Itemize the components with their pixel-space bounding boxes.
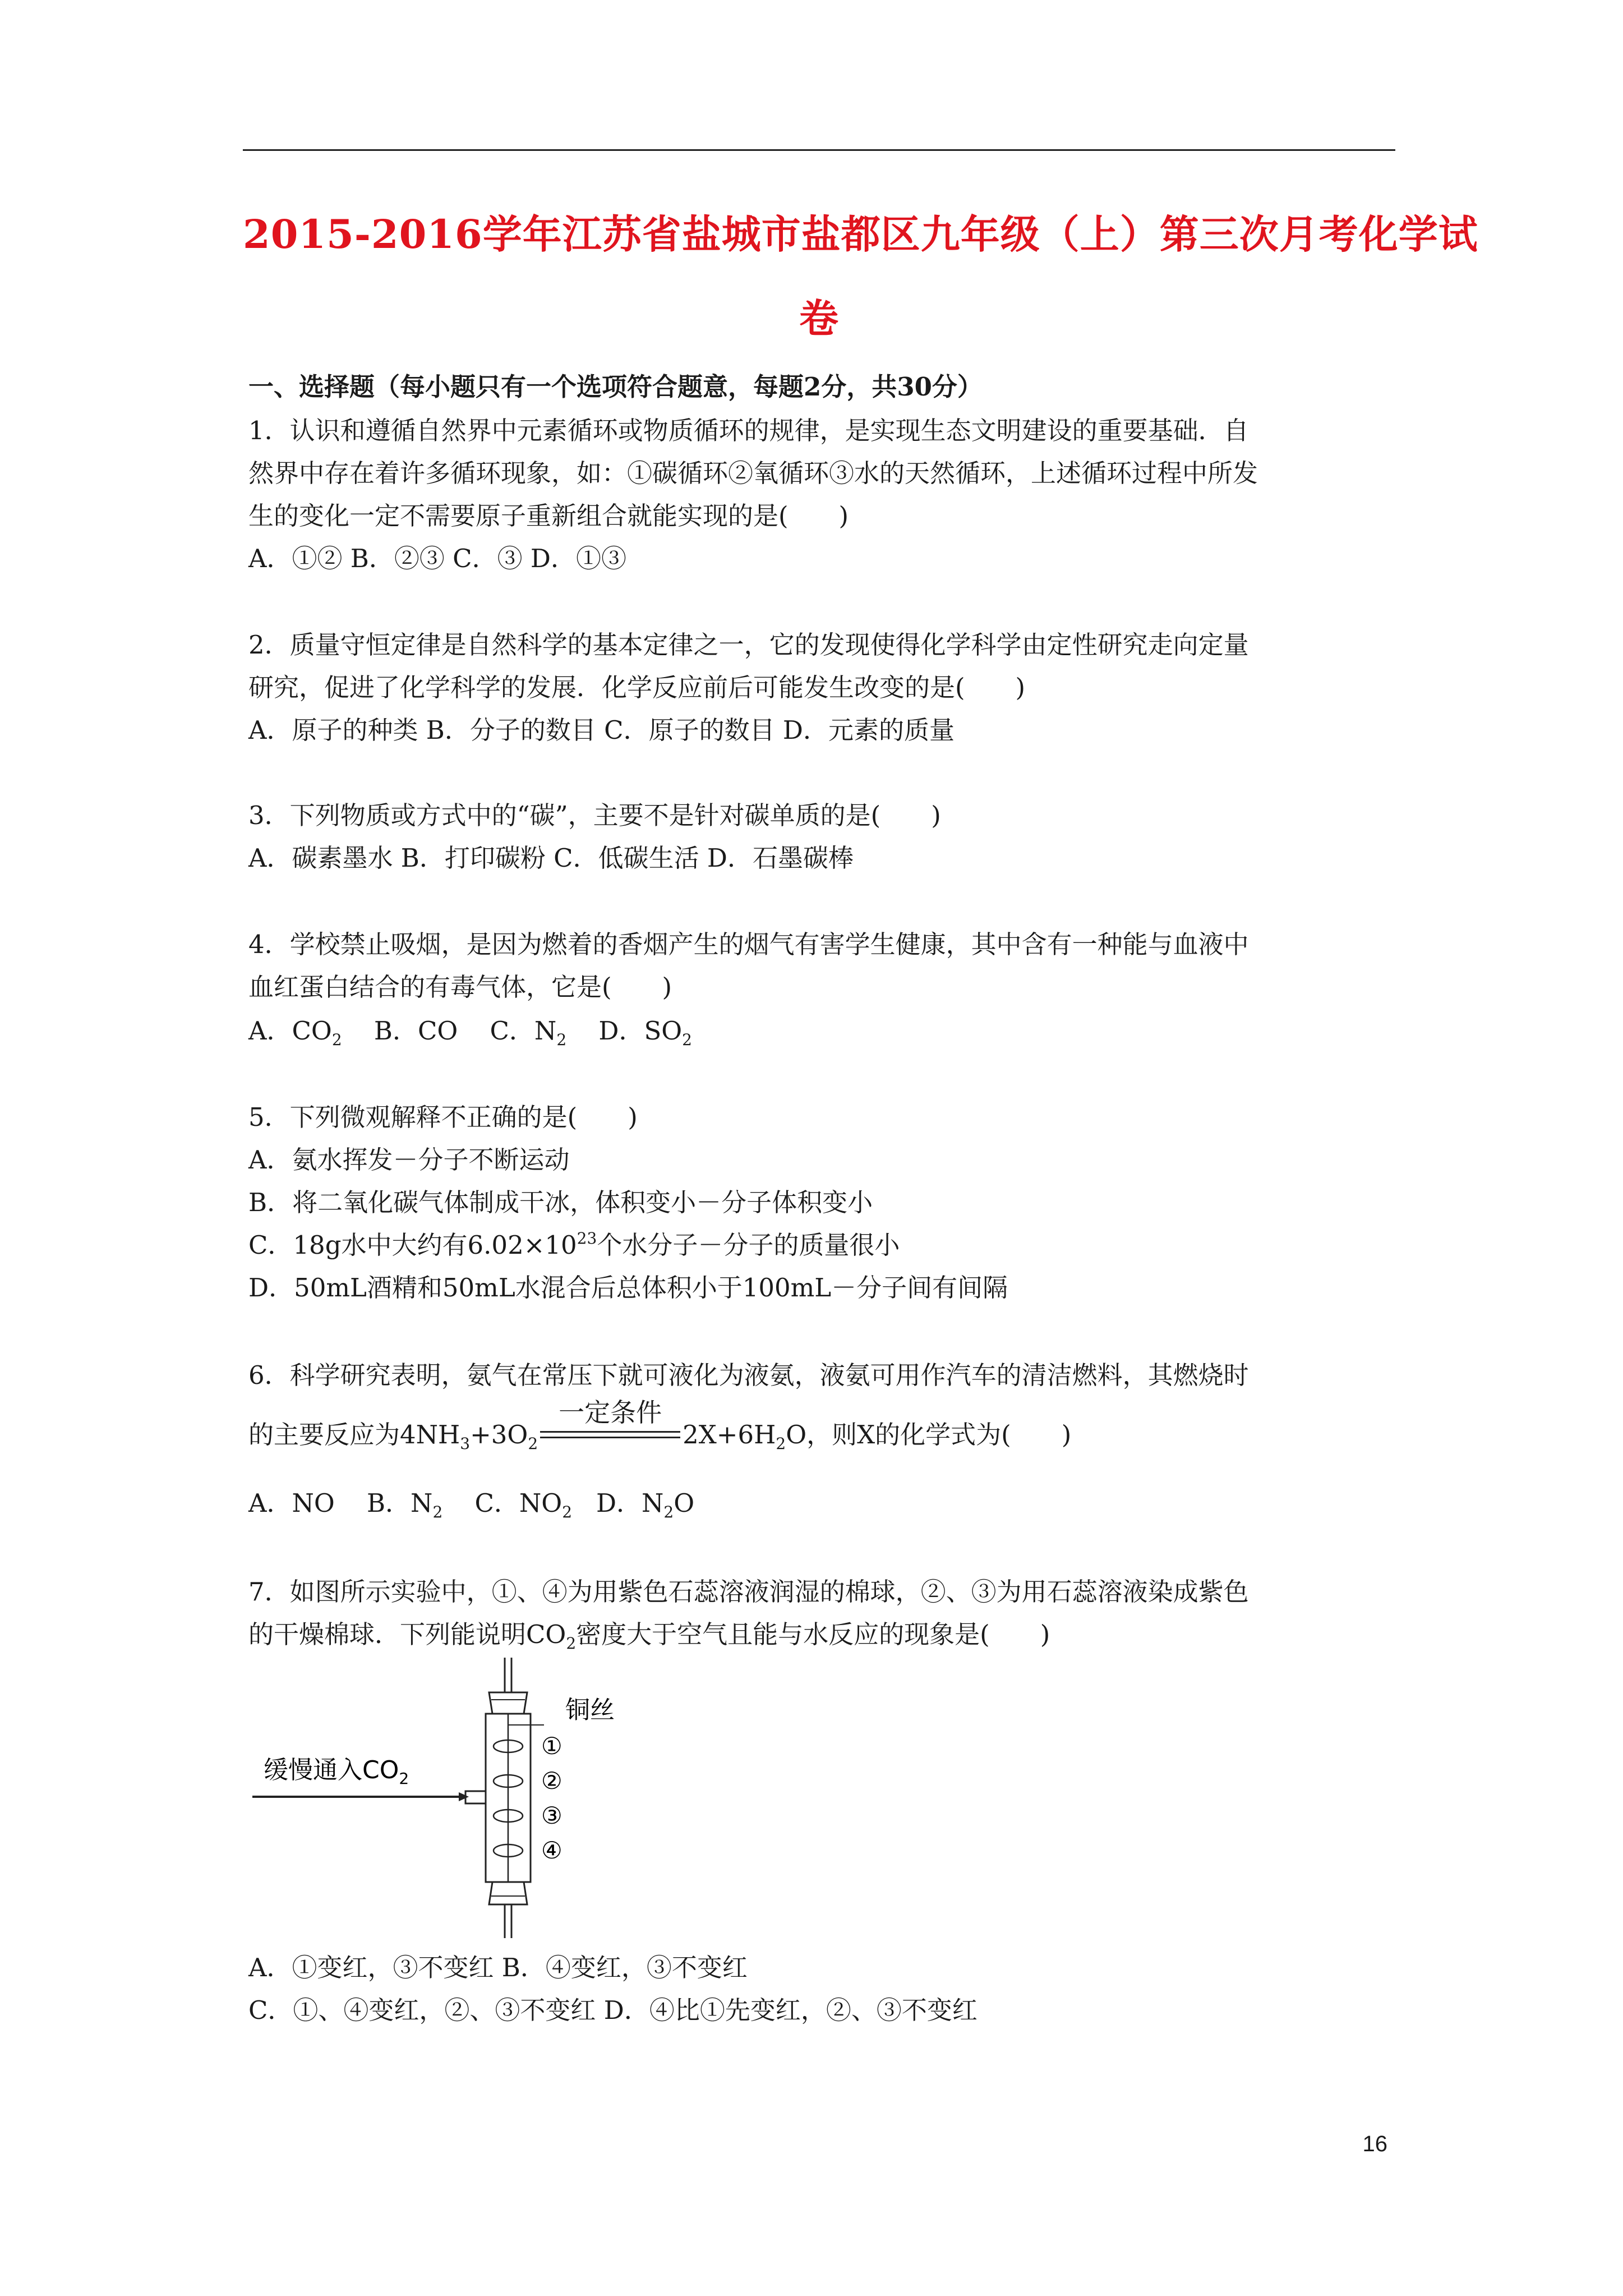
section-heading: 一、选择题（每小题只有一个选项符合题意，每题2分，共30分） (248, 372, 983, 402)
q1-options: A．①② B．②③ C．③ D．①③ (248, 544, 626, 573)
q7-apparatus-figure (247, 1658, 651, 1938)
q7-options-cd: C．①、④变红，②、③不变红 D．④比①先变红，②、③不变红 (248, 1995, 978, 2025)
page-number: 16 (1362, 2132, 1387, 2156)
q4-option-d: D．$SO_2$ (598, 1016, 692, 1049)
q2-options: A．原子的种类 B．分子的数目 C．原子的数目 D．元素的质量 (248, 715, 955, 745)
reaction-arrow (540, 1397, 680, 1450)
wire-label: 铜丝 (565, 1696, 615, 1724)
q6-option-b: B．$N_2$ (366, 1488, 443, 1521)
q4-option-a: A．$CO_2$ (248, 1016, 342, 1049)
exam-title-line1: 2015-2016学年江苏省盐城市盐都区九年级（上）第三次月考化学试 (243, 211, 1478, 257)
q5-option-d: D．50mL酒精和50mL水混合后总体积小于100mL－分子间有间隔 (248, 1273, 1008, 1303)
q4-line2: 血红蛋白结合的有毒气体，它是( ) (248, 972, 672, 1002)
q4-options (248, 1014, 692, 1048)
q5-option-b: B．将二氧化碳气体制成干冰，体积变小－分子体积变小 (248, 1188, 873, 1217)
q7-line1: 7．如图所示实验中，①、④为用紫色石蕊溶液润湿的棉球，②、③为用石蕊溶液染成紫色 (248, 1577, 1249, 1607)
q3-line1: 3．下列物质或方式中的“碳”，主要不是针对碳单质的是( ) (248, 800, 941, 830)
side-tube (465, 1791, 486, 1803)
q2-line2: 研究，促进了化学科学的发展．化学反应前后可能发生改变的是( ) (248, 673, 1026, 702)
q5-option-a: A．氨水挥发－分子不断运动 (248, 1145, 570, 1175)
q4-option-c: C．$N_2$ (490, 1016, 567, 1049)
header-rule (243, 149, 1395, 151)
q7-line2: 的干燥棉球．下列能说明$CO_2$密度大于空气且能与水反应的现象是( ) (248, 1619, 1050, 1653)
marker-3: ③ (541, 1802, 562, 1829)
q6-equation-line: 的主要反应为$4NH_3+3O_2$ 一定条件 $2X+6H_2O$，则X的化学式为( ) (248, 1397, 1072, 1453)
q7-options-ab: A．①变红，③不变红 B．④变红，③不变红 (248, 1953, 748, 1982)
q4-option-b: B．CO (374, 1016, 458, 1046)
q6-option-a: A．NO (248, 1488, 335, 1518)
bottom-stopper (489, 1882, 527, 1904)
q6-option-c: C．$NO_2$ (474, 1488, 573, 1521)
marker-4: ④ (541, 1837, 562, 1864)
q6-option-d: D．$N_2O$ (596, 1488, 695, 1521)
top-stopper (489, 1692, 527, 1714)
q5-option-c: C．18g水中大约有$6.02\times 10^{23}$个水分子－分子的质量很小 (248, 1229, 900, 1260)
exam-title-line2: 卷 (799, 295, 839, 342)
marker-2: ② (541, 1767, 562, 1795)
reaction-condition: 一定条件 (559, 1397, 662, 1428)
q1-line3: 生的变化一定不需要原子重新组合就能实现的是( ) (248, 501, 849, 531)
q4-line1: 4．学校禁止吸烟，是因为燃着的香烟产生的烟气有害学生健康，其中含有一种能与血液中 (248, 930, 1249, 959)
q1-line2: 然界中存在着许多循环现象，如：①碳循环②氧循环③水的天然循环，上述循环过程中所发 (248, 458, 1258, 488)
q6-line1: 6．科学研究表明，氨气在常压下就可液化为液氨，液氨可用作汽车的清洁燃料，其燃烧时 (248, 1360, 1249, 1390)
q3-options: A．碳素墨水 B．打印碳粉 C．低碳生活 D．石墨碳棒 (248, 843, 854, 873)
q6-options (248, 1487, 694, 1520)
inlet-label: 缓慢通入$CO_2$ (264, 1756, 409, 1788)
marker-1: ① (541, 1732, 562, 1760)
q5-line1: 5．下列微观解释不正确的是( ) (248, 1102, 638, 1132)
q2-line1: 2．质量守恒定律是自然科学的基本定律之一，它的发现使得化学科学由定性研究走向定量 (248, 630, 1249, 660)
q1-line1: 1．认识和遵循自然界中元素循环或物质循环的规律，是实现生态文明建设的重要基础．自 (248, 416, 1249, 445)
apparatus-svg (247, 1658, 651, 1938)
inlet-arrowhead (459, 1792, 469, 1801)
